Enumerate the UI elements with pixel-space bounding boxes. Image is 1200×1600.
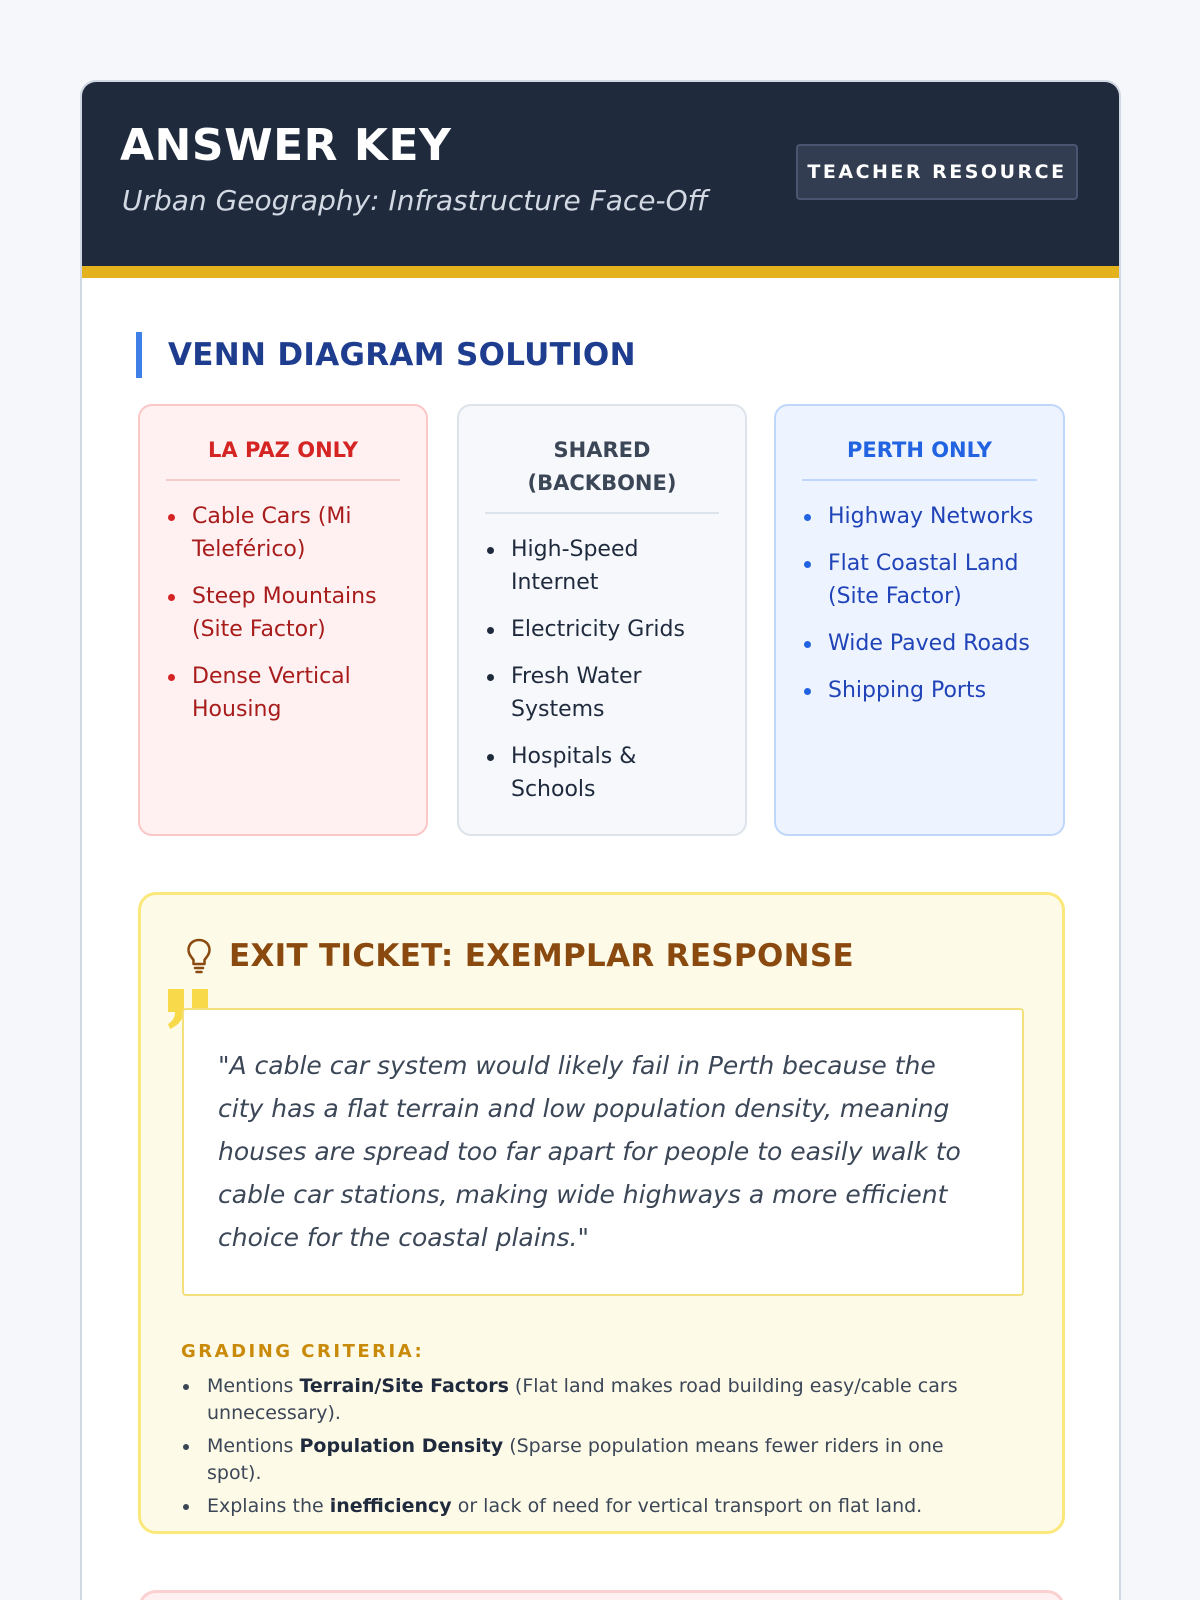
venn-column-heading: SHARED (BACKBONE) (485, 434, 719, 514)
header (82, 82, 1119, 278)
exit-ticket-title (185, 937, 854, 975)
exemplar-quote: "A cable car system would likely fail in Perth because the city has a flat terrain and low population density, meaning houses are spread too far apart for people to easily walk to cable car stations, making wide highways a more efficient choice for the coastal plains." (218, 1051, 961, 1252)
list-item: Hospitals & Schools (485, 740, 725, 806)
teacher-resource-badge: TEACHER RESOURCE (796, 144, 1078, 200)
list-item: Shipping Ports (802, 674, 1043, 707)
criteria-text: (Flat land makes road building easy/cable cars unnecessary). (207, 1375, 958, 1424)
venn-column-list (166, 500, 406, 740)
criteria-text: or lack of need for vertical transport on flat land. (451, 1495, 923, 1517)
venn-column-la-paz (138, 404, 428, 836)
exit-ticket-heading: EXIT TICKET: EXEMPLAR RESPONSE (229, 938, 854, 974)
venn-section-title (136, 332, 636, 378)
venn-column-list (802, 500, 1043, 721)
criteria-keyword: inefficiency (329, 1495, 452, 1517)
section-accent-bar (136, 332, 142, 378)
grading-criteria-list (181, 1373, 1001, 1526)
criteria-keyword: Terrain/Site Factors (299, 1375, 509, 1397)
venn-column-perth (774, 404, 1065, 836)
criteria-text: (Sparse population means fewer riders in one spot). (207, 1435, 944, 1484)
criteria-keyword: Population Density (299, 1435, 504, 1457)
criteria-item (181, 1433, 1001, 1487)
list-item: Cable Cars (Mi Teleférico) (166, 500, 406, 566)
list-item: Steep Mountains (Site Factor) (166, 580, 406, 646)
answer-key-card (80, 80, 1121, 1600)
venn-column-heading: PERTH ONLY (802, 434, 1037, 481)
list-item: Dense Vertical Housing (166, 660, 406, 726)
header-accent-bar (82, 266, 1119, 278)
criteria-text: Mentions (207, 1435, 300, 1457)
list-item: High-Speed Internet (485, 533, 725, 599)
page-subtitle: Urban Geography: Infrastructure Face-Off (122, 184, 708, 217)
venn-column-list (485, 533, 725, 820)
list-item: Flat Coastal Land (Site Factor) (802, 547, 1043, 613)
criteria-text: Mentions (207, 1375, 300, 1397)
list-item: Highway Networks (802, 500, 1043, 533)
next-section-card (138, 1590, 1065, 1600)
list-item: Wide Paved Roads (802, 627, 1043, 660)
criteria-text: Explains the (207, 1495, 330, 1517)
venn-column-heading: LA PAZ ONLY (166, 434, 400, 481)
list-item: Electricity Grids (485, 613, 725, 646)
lightbulb-icon (185, 937, 213, 975)
exit-ticket-panel (138, 892, 1065, 1534)
venn-column-shared (457, 404, 747, 836)
exemplar-response-box (182, 1008, 1024, 1296)
venn-section-heading: VENN DIAGRAM SOLUTION (168, 337, 636, 373)
page-title: ANSWER KEY (120, 120, 452, 171)
list-item: Fresh Water Systems (485, 660, 725, 726)
criteria-item (181, 1373, 1001, 1427)
criteria-item (181, 1493, 1001, 1520)
grading-criteria-title: GRADING CRITERIA: (181, 1341, 425, 1362)
